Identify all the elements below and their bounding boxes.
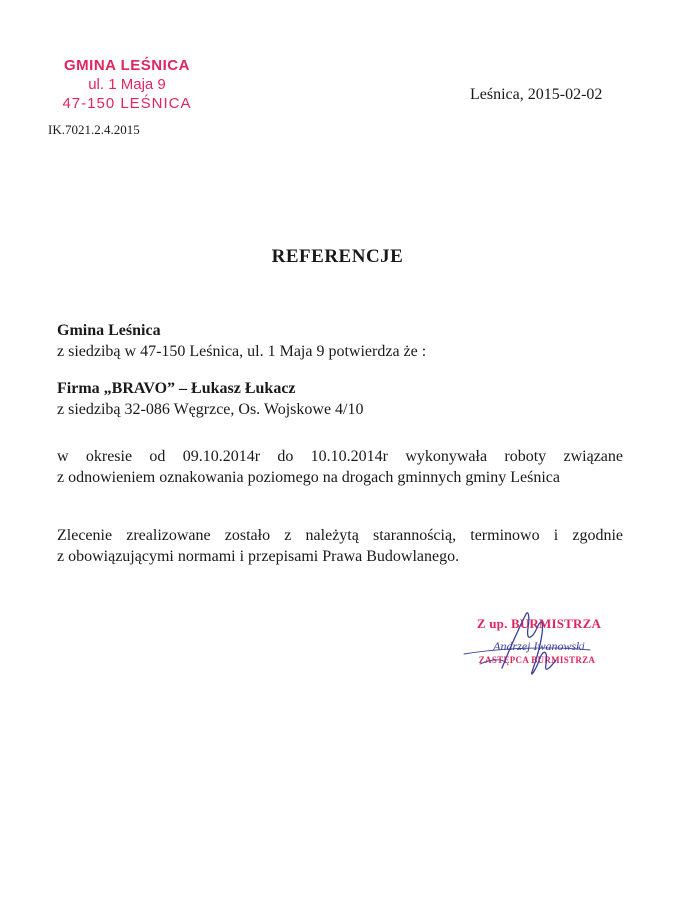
quality-line-2: z obowiązującymi normami i przepisami Prawa Budowlanego. <box>57 548 460 565</box>
document-title: REFERENCJE <box>271 246 404 267</box>
signature-stamp <box>440 608 620 688</box>
signature-authority: Z up. BURMISTRZA <box>476 616 602 631</box>
issuer-address: z siedzibą w 47-150 Leśnica, ul. 1 Maja 9 potwierdza że : <box>57 343 427 360</box>
work-period-line-1: w okresie od 09.10.2014r do 10.10.2014r wykonywała roboty związane <box>57 448 623 465</box>
stamp-line-city: 47-150 LEŚNICA <box>62 95 192 112</box>
letter-date: Leśnica, 2015-02-02 <box>470 86 603 103</box>
issuer-name: Gmina Leśnica <box>57 322 161 339</box>
company-address: z siedzibą 32-086 Węgrzce, Os. Wojskowe 4/10 <box>57 401 364 418</box>
issuer-block <box>57 320 623 362</box>
handwritten-signature <box>440 608 620 688</box>
signature-name: Andrzej Iwanowski <box>493 639 585 653</box>
office-stamp <box>42 56 212 113</box>
stamp-line-name: GMINA LEŚNICA <box>64 57 190 74</box>
quality-paragraph <box>57 525 623 567</box>
reference-number: IK.7021.2.4.2015 <box>48 122 140 137</box>
work-period-line-2: z odnowieniem oznakowania poziomego na drogach gminnych gminy Leśnica <box>57 469 560 486</box>
work-period-paragraph <box>57 446 623 488</box>
company-name: Firma „BRAVO” – Łukasz Łukacz <box>57 380 296 397</box>
stamp-line-street: ul. 1 Maja 9 <box>88 76 166 93</box>
company-block <box>57 378 623 420</box>
signature-role: ZASTĘPCA BURMISTRZA <box>478 655 596 665</box>
quality-line-1: Zlecenie zrealizowane zostało z należytą starannością, terminowo i zgodnie <box>57 527 623 544</box>
